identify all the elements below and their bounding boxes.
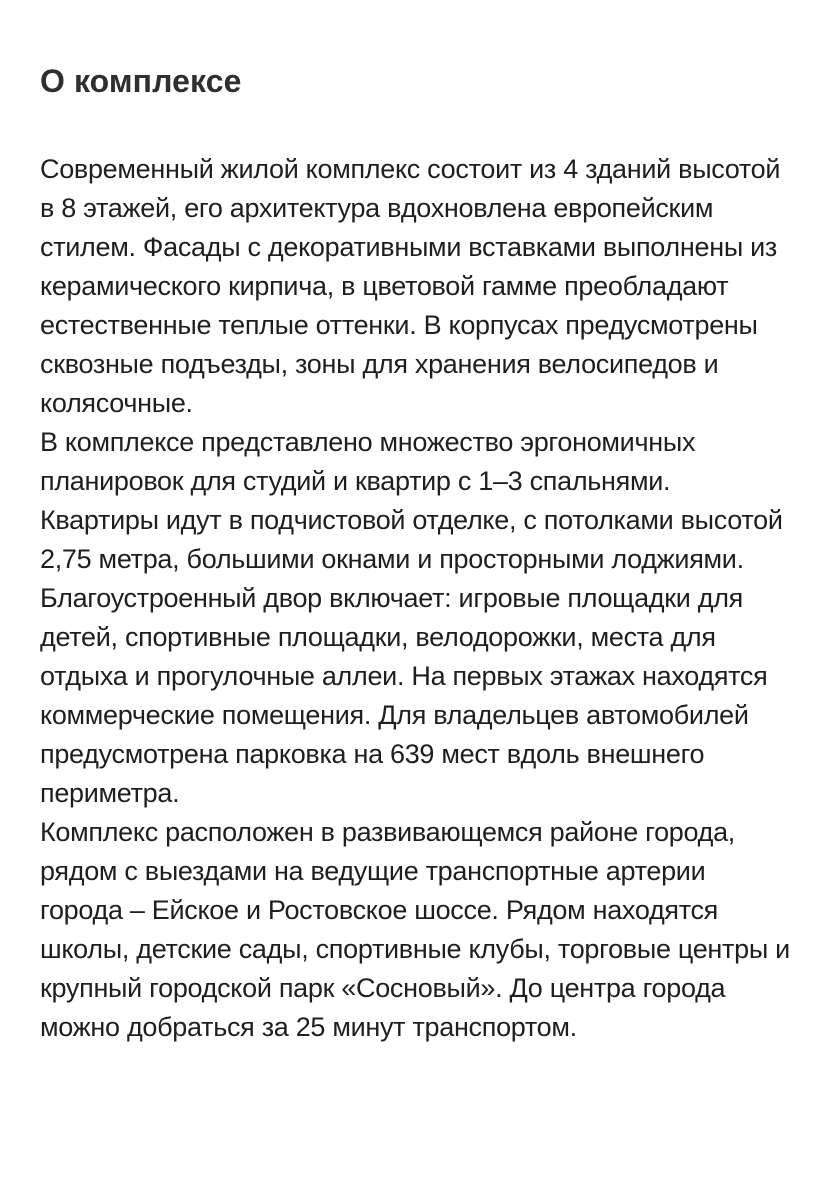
section-title: О комплексе	[40, 63, 242, 99]
complex-description	[40, 150, 790, 1047]
description-paragraph-apartments: В комплексе представлено множество эргономичных планировок для студий и квартир с 1–3 спальнями. Квартиры идут в подчистовой отделке, с потолками высотой 2,75 метра, большими окнами и просторными лоджиями.	[40, 427, 783, 574]
description-paragraph-architecture: Современный жилой комплекс состоит из 4 зданий высотой в 8 этажей, его архитектура вдохновлена европейским стилем. Фасады с декоративными вставками выполнены из керамического кирпича, в цветовой гамме преобладают естественные теплые оттенки. В корпусах предусмотрены сквозные подъезды, зоны для хранения велосипедов и колясочные.	[40, 154, 781, 418]
description-paragraph-location: Комплекс расположен в развивающемся районе города, рядом с выездами на ведущие транспортные артерии города – Ейское и Ростовское шоссе. Рядом находятся школы, детские сады, спортивные клубы, торговые центры и крупный городской парк «Сосновый». До центра города можно добраться за 25 минут транспортом.	[40, 817, 790, 1042]
description-paragraph-yard-parking: Благоустроенный двор включает: игровые площадки для детей, спортивные площадки, велодорожки, места для отдыха и прогулочные аллеи. На первых этажах находятся коммерческие помещения. Для владельцев автомобилей предусмотрена парковка на 639 мест вдоль внешнего периметра.	[40, 583, 768, 808]
